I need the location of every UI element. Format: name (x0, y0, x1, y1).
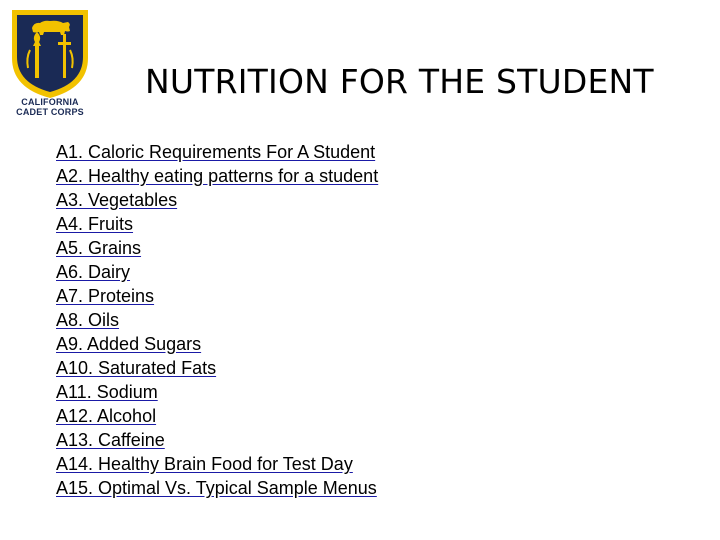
list-item (56, 428, 378, 452)
list-item (56, 140, 378, 164)
topic-link[interactable]: A10. Saturated Fats (56, 358, 217, 378)
topic-link[interactable]: A12. Alcohol (56, 406, 157, 426)
list-item (56, 212, 378, 236)
list-item (56, 260, 378, 284)
list-item (56, 476, 378, 500)
topic-link[interactable]: A15. Optimal Vs. Typical Sample Menus (56, 478, 377, 498)
logo-caption-line-2: CADET CORPS (16, 107, 84, 117)
logo-caption (4, 97, 96, 117)
list-item (56, 236, 378, 260)
topic-link[interactable]: A5. Grains (56, 238, 142, 258)
topic-link[interactable]: A13. Caffeine (56, 430, 165, 450)
list-item (56, 356, 378, 380)
list-item (56, 188, 378, 212)
list-item (56, 332, 378, 356)
topic-link[interactable]: A7. Proteins (56, 286, 155, 306)
topic-link[interactable]: A4. Fruits (56, 214, 134, 234)
topic-link[interactable]: A1. Caloric Requirements For A Student (56, 142, 376, 162)
list-item (56, 284, 378, 308)
list-item (56, 452, 378, 476)
logo-caption-line-1: CALIFORNIA (21, 97, 79, 107)
list-item (56, 164, 378, 188)
list-item (56, 404, 378, 428)
list-item (56, 308, 378, 332)
topic-link[interactable]: A6. Dairy (56, 262, 131, 282)
page-title: NUTRITION FOR THE STUDENT (145, 62, 654, 101)
list-item (56, 380, 378, 404)
topic-link[interactable]: A11. Sodium (56, 382, 158, 402)
topic-link[interactable]: A8. Oils (56, 310, 120, 330)
topic-link[interactable]: A9. Added Sugars (56, 334, 202, 354)
topic-link-list (56, 140, 378, 500)
topic-link[interactable]: A14. Healthy Brain Food for Test Day (56, 454, 353, 474)
topic-link[interactable]: A2. Healthy eating patterns for a student (56, 166, 379, 186)
topic-link[interactable]: A3. Vegetables (56, 190, 178, 210)
